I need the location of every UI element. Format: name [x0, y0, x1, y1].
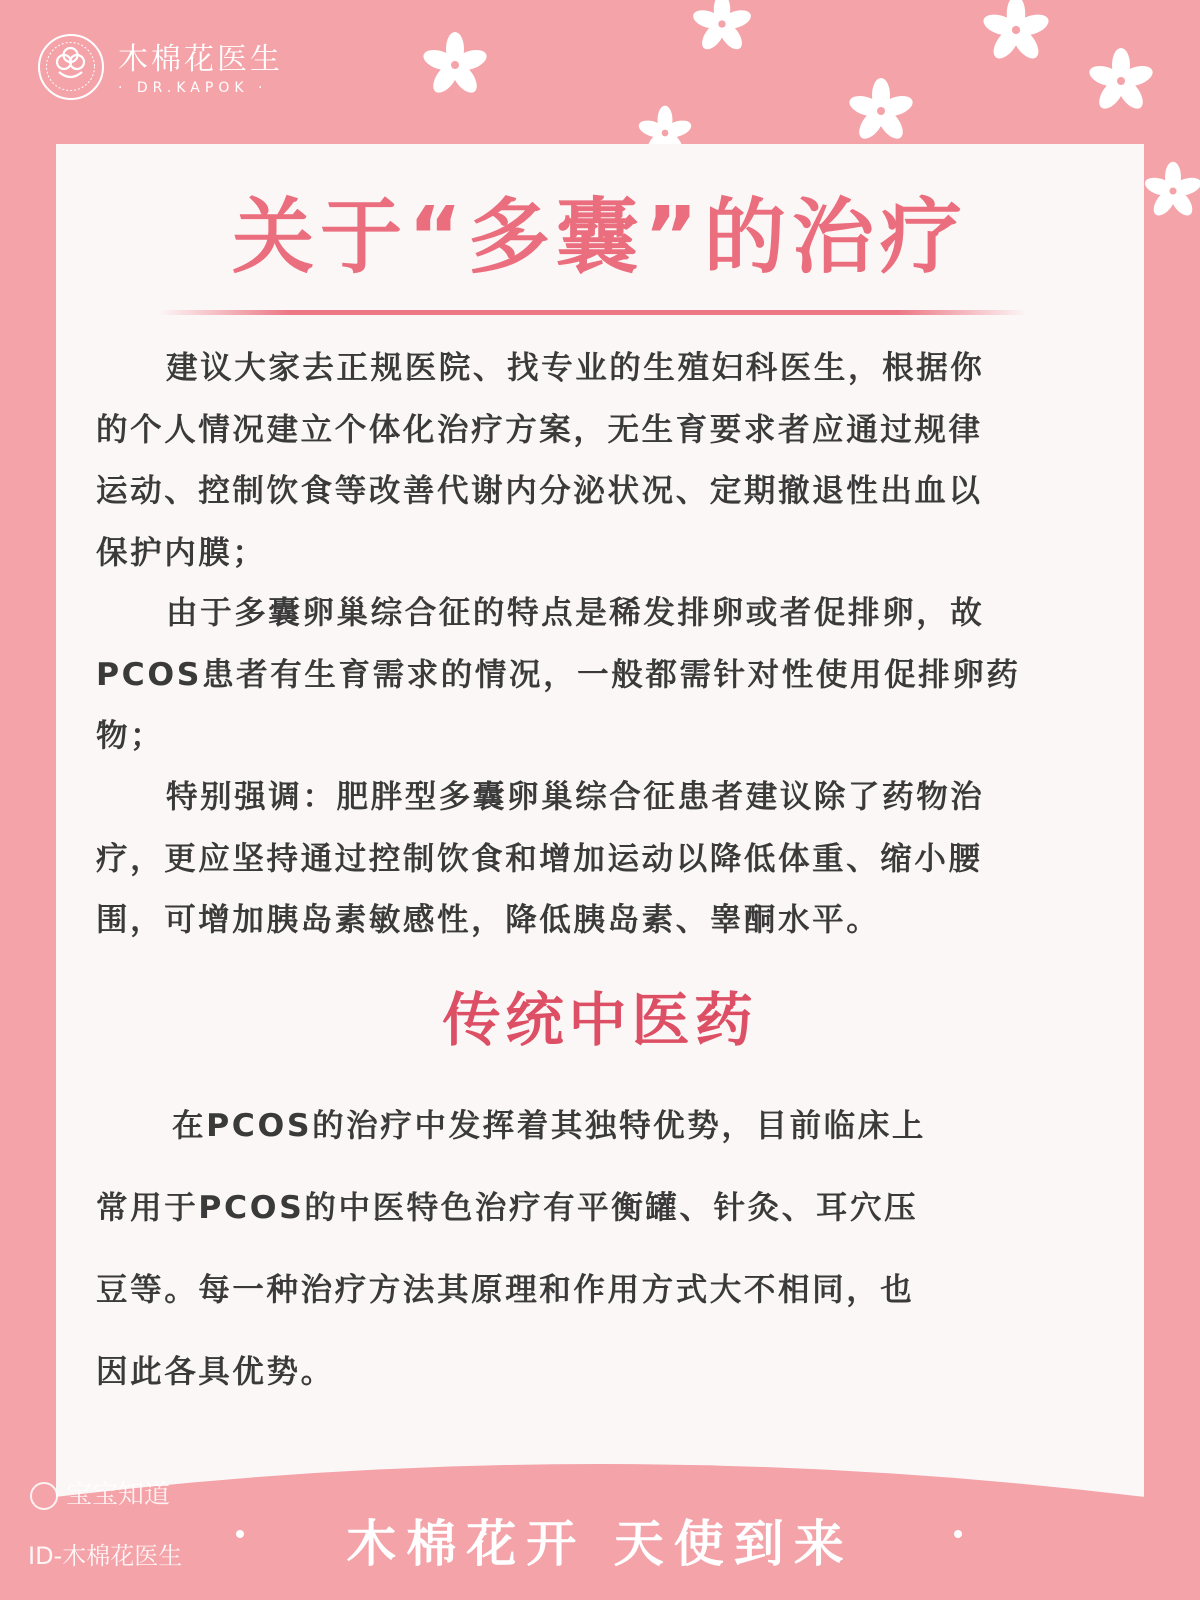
paragraph-line: 疗，更应坚持通过控制饮食和增加运动以降低体重、缩小腰: [96, 840, 983, 877]
paragraph-line: 围，可增加胰岛素敏感性，降低胰岛素、睾酮水平。: [96, 902, 881, 938]
title-divider: [158, 310, 1028, 315]
paragraph-line: 常用于PCOS的中医特色治疗有平衡罐、针灸、耳穴压: [96, 1190, 919, 1226]
paragraph-line: 特别强调：肥胖型多囊卵巢综合征患者建议除了药物治: [166, 779, 985, 815]
brand-name: 木棉花医生: [118, 42, 283, 77]
white-flower-icon: [846, 76, 916, 146]
paragraph-ovulation: [96, 583, 1096, 768]
paragraph-tcm: [96, 1085, 1096, 1413]
watermark-site: [30, 1474, 170, 1511]
white-flower-icon: [420, 30, 490, 100]
paragraph-line: 建议大家去正规医院、找专业的生殖妇科医生，根据你: [166, 350, 985, 386]
watermark-site-label: 宝宝知道: [66, 1480, 171, 1510]
paragraph-hospital-advice: [96, 338, 1096, 584]
page-title: 关于“多囊”的治疗: [232, 190, 968, 285]
white-flower-icon: [1086, 46, 1156, 116]
paragraph-line: 因此各具优势。: [96, 1354, 335, 1390]
paragraph-line: 的个人情况建立个体化治疗方案，无生育要求者应通过规律: [96, 411, 983, 448]
watermark-logo-icon: [30, 1482, 58, 1510]
cotton-flower-logo-icon: [38, 34, 104, 100]
brand-subtitle: · DR.KAPOK ·: [118, 80, 268, 96]
section-title-tcm: 传统中医药: [442, 986, 758, 1054]
paragraph-emphasis: [96, 767, 1096, 952]
paragraph-line: 运动、控制饮食等改善代谢内分泌状况、定期撤退性出血以: [96, 473, 983, 509]
paragraph-line: 豆等。每一种治疗方法其原理和作用方式大不相同，也: [96, 1272, 915, 1308]
white-flower-icon: [980, 0, 1052, 66]
footer-slogan: 木棉花开 天使到来: [346, 1515, 854, 1573]
paragraph-line: 物；: [96, 718, 165, 754]
brand-header: [38, 30, 338, 110]
paragraph-line: 在PCOS的治疗中发挥着其独特优势，目前临床上: [172, 1108, 926, 1144]
paragraph-line: 保护内膜；: [96, 534, 267, 571]
paragraph-line: 由于多囊卵巢综合征的特点是稀发排卵或者促排卵，故: [166, 595, 985, 631]
watermark-id: ID-木棉花医生: [28, 1542, 183, 1570]
white-flower-icon: [690, 0, 754, 56]
paragraph-line: PCOS患者有生育需求的情况，一般都需针对性使用促排卵药: [96, 656, 1021, 693]
